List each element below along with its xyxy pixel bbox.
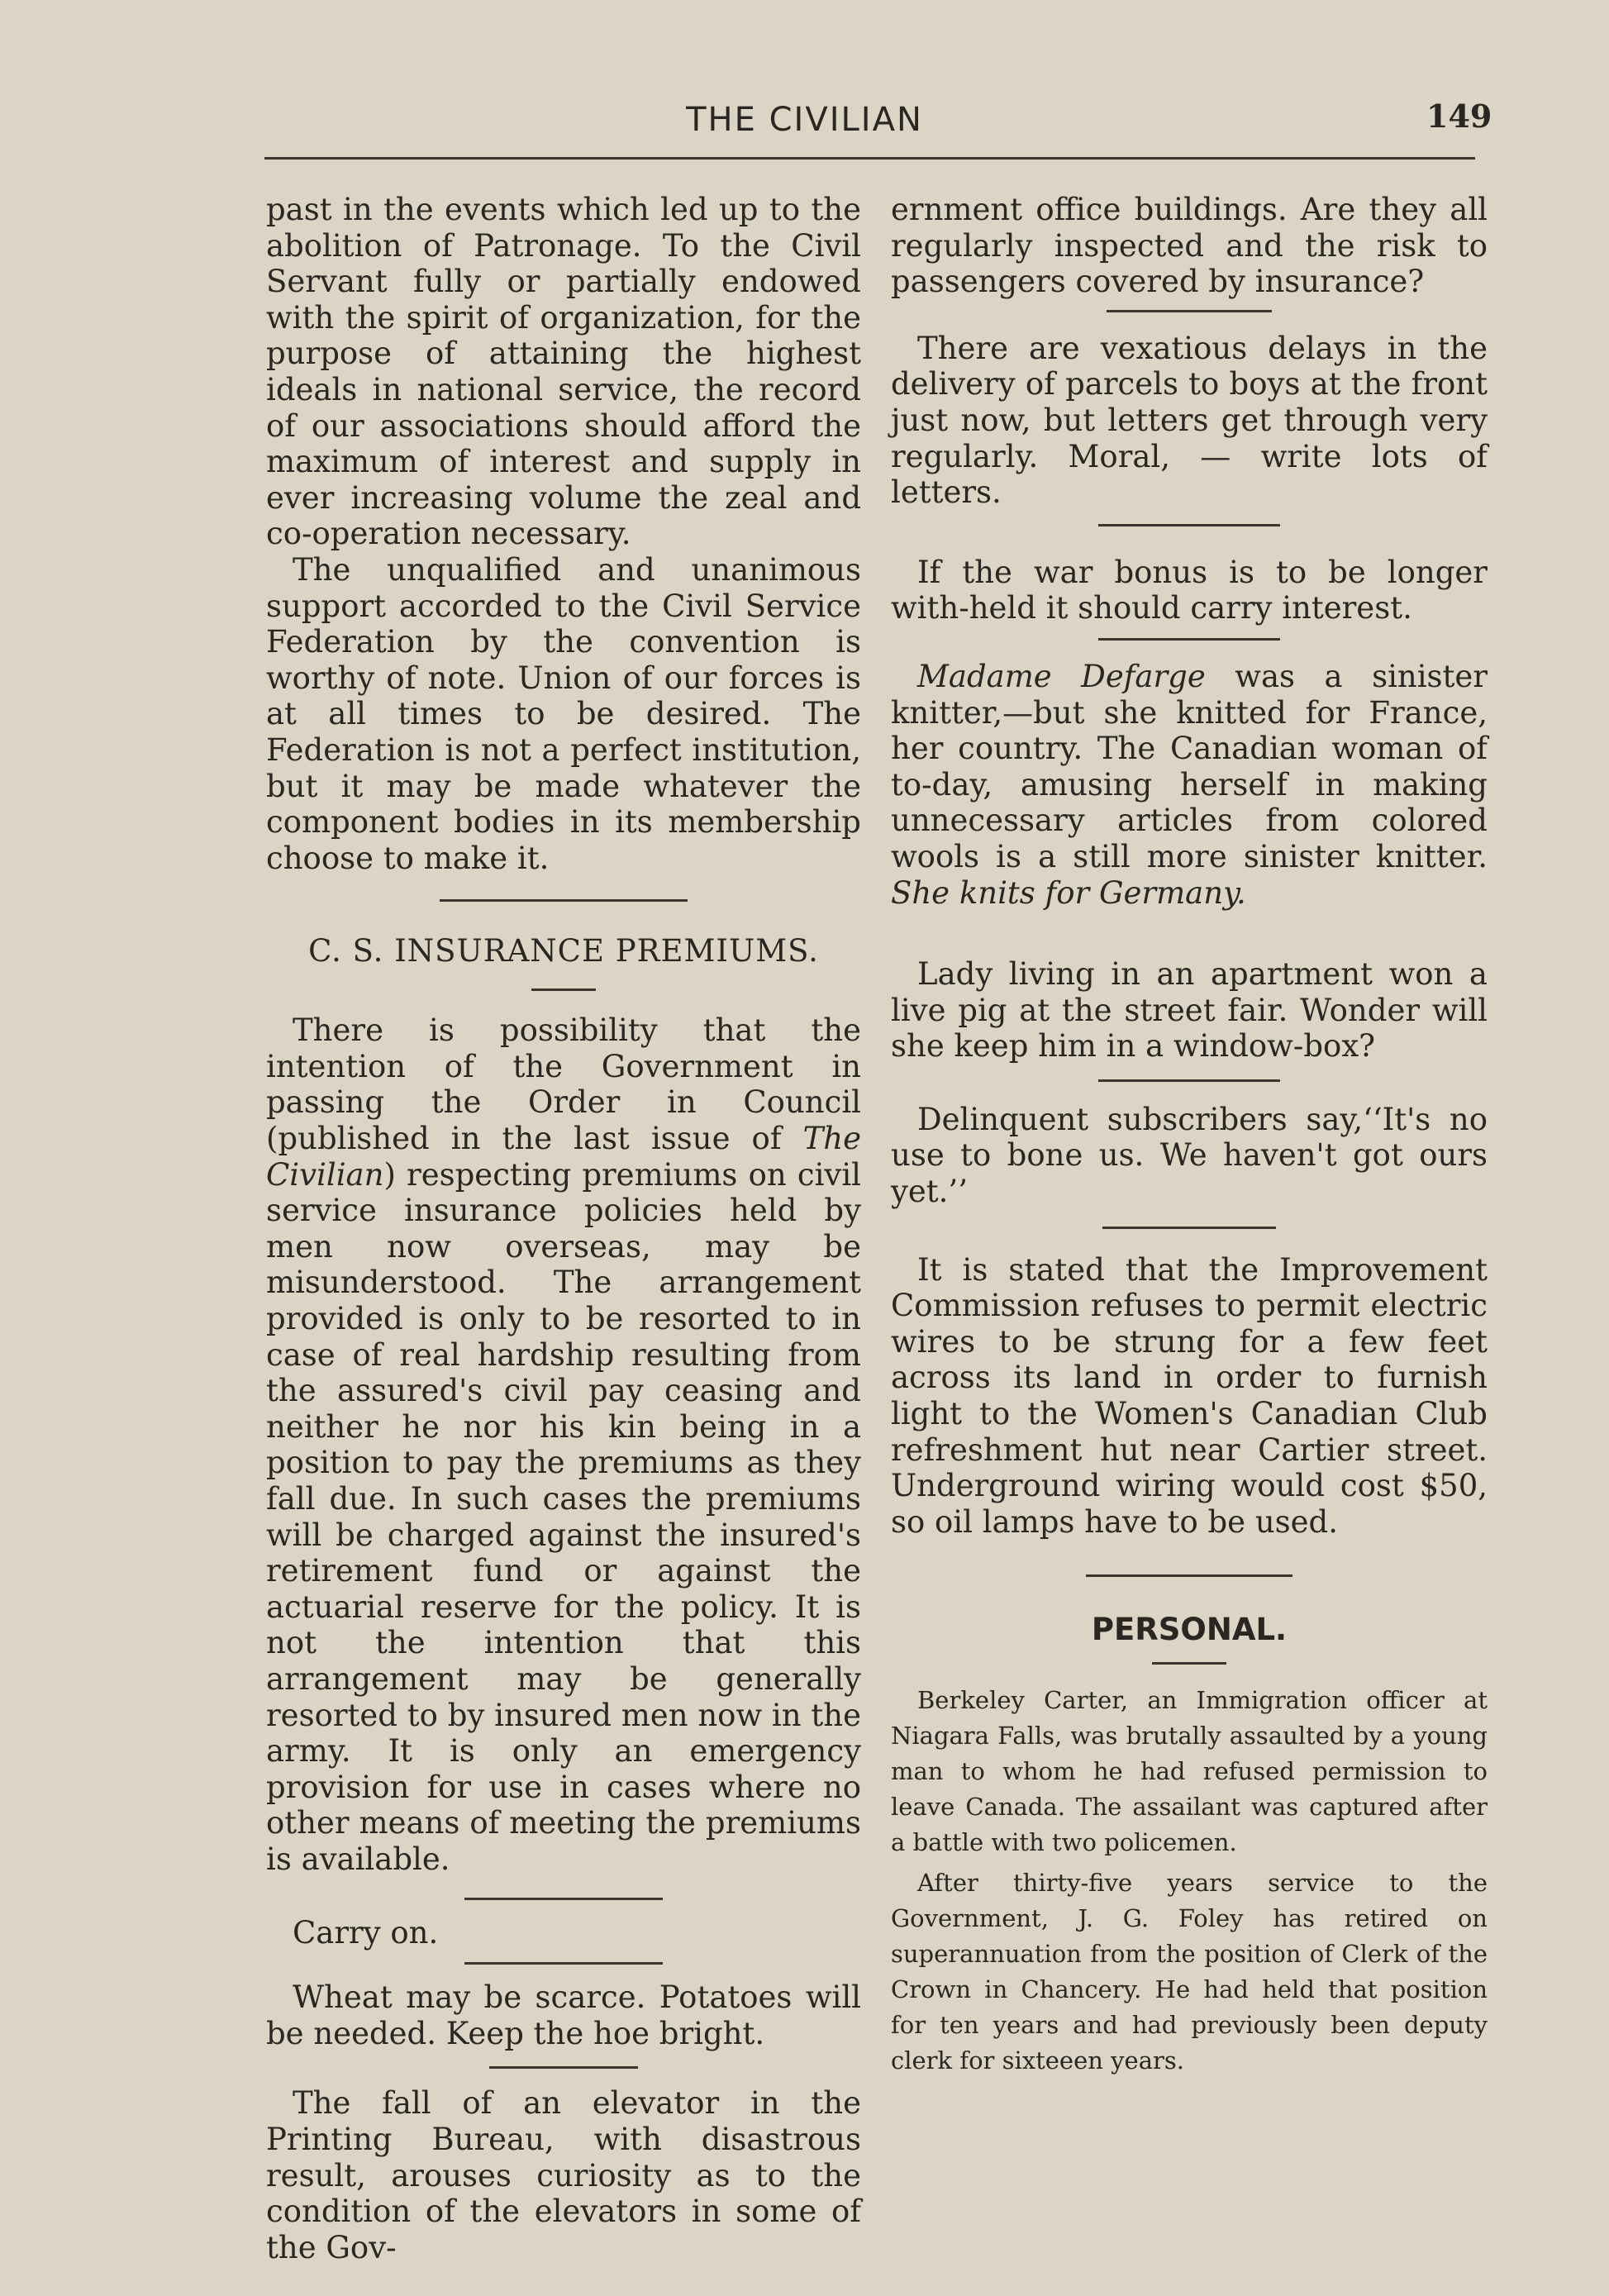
elevator-note: The fall of an elevator in the Printing Bureau, with disastrous result, arouses curiosity as to the condition of the elevators in some of the Gov- xyxy=(266,2085,861,2265)
section-divider xyxy=(1098,524,1280,526)
war-bonus-note: If the war bonus is to be longer with-held it should carry interest. xyxy=(891,554,1488,626)
section-divider xyxy=(1107,310,1272,312)
parcels-note: There are vexatious delays in the delivery of parcels to boys at the front just now, but letters get through very regularly. Moral, — write lots of letters. xyxy=(891,330,1488,511)
federation-paragraph-2: The unqualified and unanimous support accorded to the Civil Service Federation by the convention is worthy of note. Union of our forces is at all times to be desired. The Federation is not a perfect institution, but it may be made whatever the component bodies in its membership choose to make it. xyxy=(266,551,861,876)
section-divider xyxy=(1098,1079,1280,1082)
carter-item: Berkeley Carter, an Immigration officer at Niagara Falls, was brutally assaulted by a young man to whom he had refused permission to leave Canada. The assailant was captured after a battle with two policemen. xyxy=(891,1686,1488,1857)
carry-on-note: Carry on. xyxy=(293,1914,439,1951)
pig-note: Lady living in an apartment won a live pig at the street fair. Wonder will she keep him in a window-box? xyxy=(891,956,1488,1065)
section-divider xyxy=(1098,638,1280,641)
defarge-name: Madame Defarge xyxy=(917,658,1206,694)
delinquent-note: Delinquent subscribers say,‘‘It's no use to bone us. We haven't got ours yet.’’ xyxy=(891,1101,1488,1210)
section-divider xyxy=(1086,1574,1292,1577)
improvement-note: It is stated that the Improvement Commission refuses to permit electric wires to be strung for a few feet across its land in order to furnish light to the Women's Canadian Club refreshment hut near Cartier street. Underground wiring would cost $50, so oil lamps have to be used. xyxy=(891,1251,1488,1540)
section-divider xyxy=(1102,1227,1276,1229)
page-title: THE CIVILIAN xyxy=(686,101,923,139)
defarge-text: was a sinister knitter,—but she knitted for France, her country. The Canadian woman of to-day, amusing herself in making unnecessary articles from colored wools is a still more sinister knitter. xyxy=(891,658,1488,874)
insurance-text-1: There is possibility that the intention of the Government in passing the Order in Council (published in the last issue of xyxy=(266,1012,861,1157)
left-column xyxy=(266,192,861,2265)
page-number: 149 xyxy=(1426,98,1492,135)
defarge-note xyxy=(891,659,1488,911)
personal-heading: PERSONAL. xyxy=(1091,1612,1288,1648)
foley-item: After thirty-five years service to the Government, J. G. Foley has retired on superannuation from the position of Clerk of the Crown in Chancery. He had held that position for ten years and had previously been deputy clerk for sixteeen years. xyxy=(891,1869,1488,2075)
header-rule xyxy=(264,157,1475,160)
section-divider xyxy=(464,1962,663,1965)
section-divider xyxy=(489,2066,638,2069)
elevator-continued: ernment office buildings. Are they all regularly inspected and the risk to passengers covered by insurance? xyxy=(891,192,1488,300)
section-divider xyxy=(464,1898,663,1900)
defarge-closing: She knits for Germany. xyxy=(891,874,1246,911)
personal-section xyxy=(891,1683,1488,2079)
section-divider xyxy=(440,899,688,902)
heading-underline xyxy=(1152,1662,1226,1665)
insurance-heading: C. S. INSURANCE PREMIUMS. xyxy=(308,933,819,969)
publication-name: The Civilian xyxy=(266,1121,861,1193)
right-column xyxy=(891,192,1488,2079)
wheat-note: Wheat may be scarce. Potatoes will be needed. Keep the hoe bright. xyxy=(266,1979,861,2051)
insurance-article xyxy=(266,1012,861,1877)
federation-paragraph-1: past in the events which led up to the abolition of Patronage. To the Civil Servant fully or partially endowed with the spirit of organization, for the purpose of attaining the highest ideals in national service, the record of our associations should afford the maximum of interest and supply in ever increasing volume the zeal and co-operation necessary. xyxy=(266,192,861,552)
insurance-text-2: ) respecting premiums on civil service insurance policies held by men now overseas, may be misunderstood. The arrangement provided is only to be resorted to in case of real hardship resulting from the assured's civil pay ceasing and neither he nor his kin being in a position to pay the premiums as they fall due. In such cases the premiums will be charged against the insured's retirement fund or against the actuarial reserve for the policy. It is not the intention that this arrangement may be generally resorted to by insured men now in the army. It is only an emergency provision for use in cases where no other means of meeting the premiums is available. xyxy=(266,1156,861,1877)
heading-underline xyxy=(531,988,596,991)
